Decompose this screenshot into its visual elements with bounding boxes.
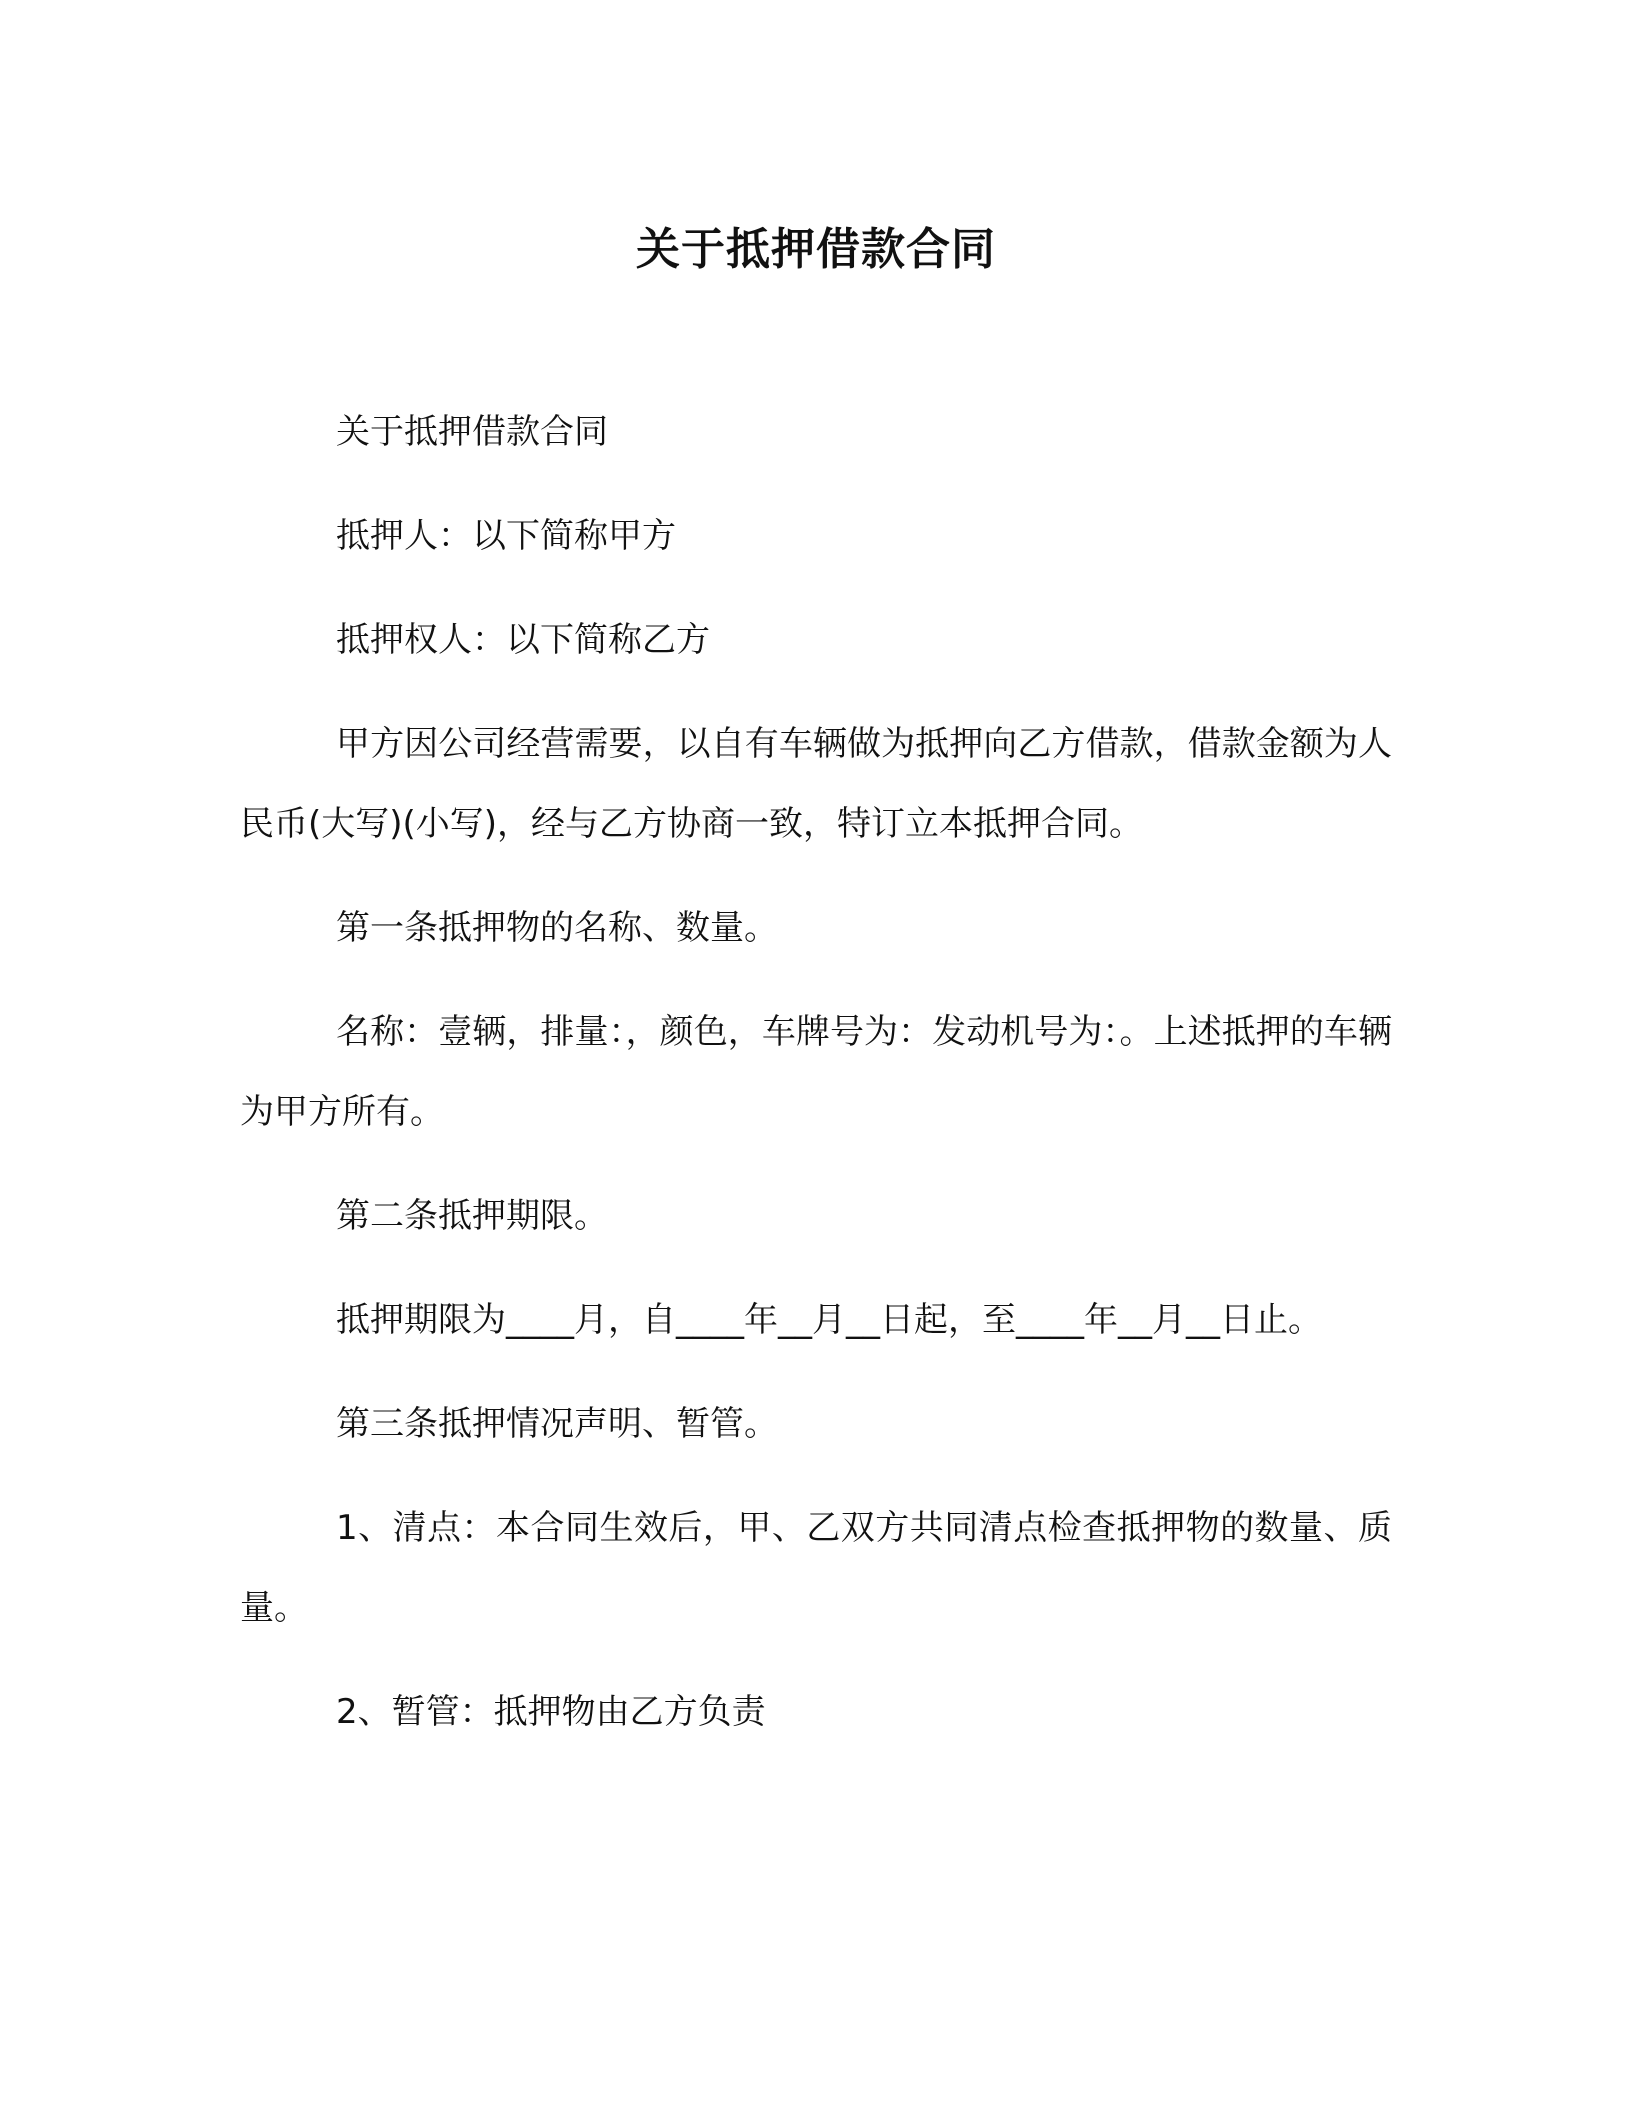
paragraph-article-3-item-2: 2、暂管：抵押物由乙方负责	[336, 1692, 766, 1732]
paragraph-article-2-title: 第二条抵押期限。	[336, 1196, 608, 1236]
paragraph-mortgagor: 抵押人：以下简称甲方	[336, 516, 676, 556]
paragraph-article-1-body: 名称：壹辆，排量：，颜色，车牌号为：发动机号为：。上述抵押的车辆为甲方所有。	[240, 1012, 1392, 1132]
paragraph-mortgagee: 抵押权人：以下简称乙方	[336, 620, 710, 660]
paragraph-heading: 关于抵押借款合同	[336, 412, 608, 452]
document-title: 关于抵押借款合同	[636, 224, 996, 275]
paragraph-preamble: 甲方因公司经营需要，以自有车辆做为抵押向乙方借款，借款金额为人民币(大写)(小写)，经与乙方协商一致，特订立本抵押合同。	[240, 724, 1392, 844]
paragraph-article-3-title: 第三条抵押情况声明、暂管。	[336, 1404, 778, 1444]
paragraph-article-3-item-1: 1、清点：本合同生效后，甲、乙双方共同清点检查抵押物的数量、质量。	[240, 1508, 1392, 1628]
document-body	[240, 392, 1392, 1776]
paragraph-article-2-body: 抵押期限为____月，自____年__月__日起，至____年__月__日止。	[336, 1300, 1322, 1340]
paragraph-article-1-title: 第一条抵押物的名称、数量。	[336, 908, 778, 948]
